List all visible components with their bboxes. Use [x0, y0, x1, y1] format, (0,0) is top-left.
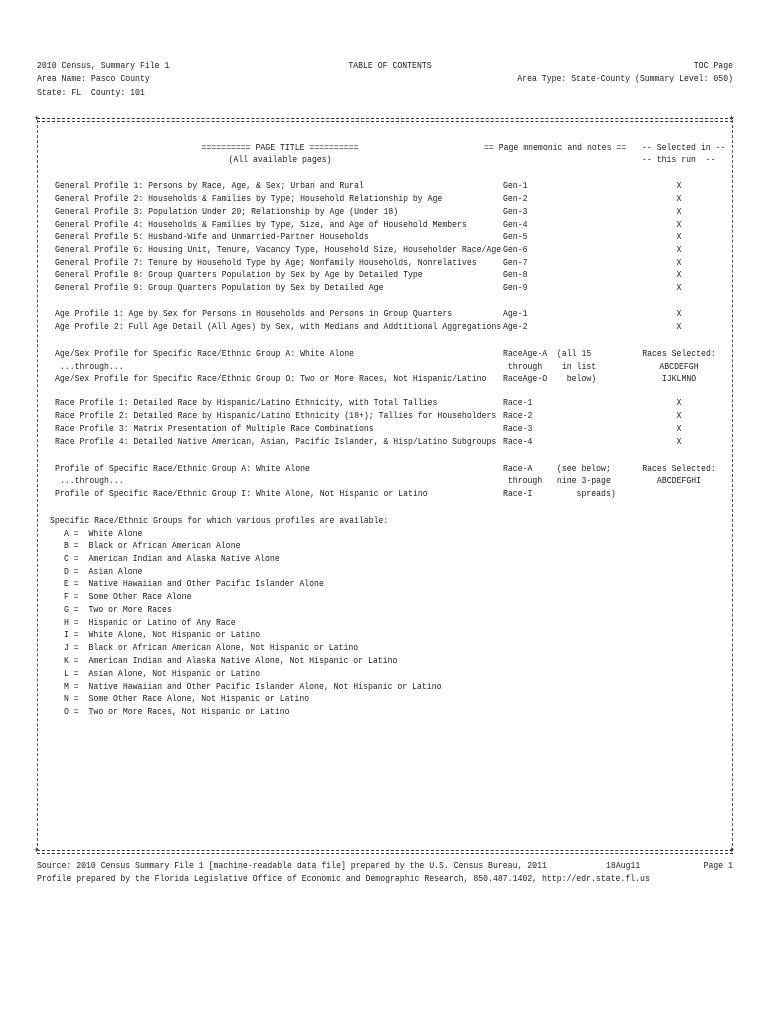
- row-selected: X: [676, 244, 682, 255]
- group-legend-item: D = Asian Alone: [64, 566, 143, 577]
- row-mnemonic: Gen-9: [503, 282, 528, 293]
- row-title: Profile of Specific Race/Ethnic Group A: White Alone: [55, 463, 310, 474]
- group-legend-item: B = Black or African American Alone: [64, 540, 241, 551]
- group-legend-item: O = Two or More Races, Not Hispanic or Latino: [64, 706, 290, 717]
- row-mnemonic: Gen-5: [503, 231, 528, 242]
- column-header-mnemonic: == Page mnemonic and notes ==: [484, 142, 627, 153]
- corner-plus-icon: +: [34, 846, 40, 856]
- row-mnemonic: Gen-2: [503, 193, 528, 204]
- row-title: Profile of Specific Race/Ethnic Group I: White Alone, Not Hispanic or Latino: [55, 488, 428, 499]
- row-title: Race Profile 2: Detailed Race by Hispanic/Latino Ethnicity (18+); Tallies for Householders: [55, 410, 497, 421]
- row-mnemonic: Race-3: [503, 423, 533, 434]
- group-legend-item: C = American Indian and Alaska Native Alone: [64, 553, 280, 564]
- row-mnemonic: through in list: [503, 361, 597, 372]
- row-title: Age/Sex Profile for Specific Race/Ethnic Group O: Two or More Races, Not Hispanic/Latino: [55, 373, 487, 384]
- row-mnemonic: Gen-8: [503, 269, 528, 280]
- row-title: General Profile 7: Tenure by Household Type by Age; Nonfamily Households, Nonrelatives: [55, 257, 477, 268]
- group-legend-item: E = Native Hawaiian and Other Pacific Islander Alone: [64, 578, 324, 589]
- row-selected: X: [676, 269, 682, 280]
- row-mnemonic: Race-A (see below;: [503, 463, 611, 474]
- bottom-rule-divider: [37, 850, 733, 854]
- column-header-this-run: -- this run --: [642, 154, 716, 165]
- row-selected: X: [676, 282, 682, 293]
- group-legend-item: L = Asian Alone, Not Hispanic or Latino: [64, 668, 261, 679]
- row-selected: X: [676, 410, 682, 421]
- header-state-county: State: FL County: 101: [37, 87, 145, 98]
- group-legend-item: N = Some Other Race Alone, Not Hispanic or Latino: [64, 693, 310, 704]
- right-frame-border: [732, 120, 733, 851]
- row-mnemonic: through nine 3-page: [503, 475, 611, 486]
- row-mnemonic: RaceAge-O below): [503, 373, 597, 384]
- row-title: General Profile 8: Group Quarters Population by Sex by Age by Detailed Type: [55, 269, 423, 280]
- row-mnemonic: Gen-1: [503, 180, 528, 191]
- group-legend-item: I = White Alone, Not Hispanic or Latino: [64, 629, 261, 640]
- row-selected: ABCDEFGHI: [656, 475, 702, 486]
- row-mnemonic: Race-I spreads): [503, 488, 616, 499]
- group-legend-item: J = Black or African American Alone, Not Hispanic or Latino: [64, 642, 359, 653]
- row-selected: X: [676, 423, 682, 434]
- row-mnemonic: Gen-4: [503, 219, 528, 230]
- row-title: General Profile 2: Households & Families by Type; Household Relationship by Age: [55, 193, 443, 204]
- row-title: Age Profile 1: Age by Sex for Persons in Households and Persons in Group Quarters: [55, 308, 453, 319]
- row-title: General Profile 4: Households & Families by Type, Size, and Age of Household Members: [55, 219, 467, 230]
- footer-source: Source: 2010 Census Summary File 1 [machine-readable data file] prepared by the U.S. Census Bureau, 2011: [37, 860, 547, 871]
- row-mnemonic: Race-4: [503, 436, 533, 447]
- row-selected: X: [676, 308, 682, 319]
- row-title: Age Profile 2: Full Age Detail (All Ages) by Sex, with Medians and Addtitional Aggregations: [55, 321, 502, 332]
- top-rule-divider: [37, 118, 733, 122]
- row-selected: X: [676, 193, 682, 204]
- row-mnemonic: Age-1: [503, 308, 528, 319]
- column-header-selected: -- Selected in --: [642, 142, 726, 153]
- header-census-line: 2010 Census, Summary File 1: [37, 60, 170, 71]
- row-title: Race Profile 4: Detailed Native American, Asian, Pacific Islander, & Hisp/Latino Subgroups: [55, 436, 497, 447]
- row-mnemonic: Gen-6: [503, 244, 528, 255]
- groups-heading: Specific Race/Ethnic Groups for which various profiles are available:: [50, 515, 389, 526]
- row-mnemonic: RaceAge-A (all 15: [503, 348, 592, 359]
- header-area-name: Area Name: Pasco County: [37, 73, 150, 84]
- group-legend-item: M = Native Hawaiian and Other Pacific Islander Alone, Not Hispanic or Latino: [64, 681, 442, 692]
- row-selected: X: [676, 321, 682, 332]
- row-mnemonic: Race-1: [503, 397, 533, 408]
- corner-plus-icon: +: [729, 846, 735, 856]
- row-selected: Races Selected:: [642, 348, 716, 359]
- group-legend-item: H = Hispanic or Latino of Any Race: [64, 617, 236, 628]
- row-selected: IJKLMNO: [661, 373, 697, 384]
- footer-date: 18Aug11: [606, 860, 641, 871]
- corner-plus-icon: +: [34, 114, 40, 124]
- footer-prepared-by: Profile prepared by the Florida Legislative Office of Economic and Demographic Research, 850.487.1402, http://edr.state.fl.us: [37, 873, 650, 884]
- group-legend-item: A = White Alone: [64, 528, 143, 539]
- footer-page-number: Page 1: [703, 860, 733, 871]
- row-selected: X: [676, 436, 682, 447]
- row-selected: X: [676, 397, 682, 408]
- header-toc-page: TOC Page: [693, 60, 733, 71]
- row-selected: X: [676, 206, 682, 217]
- row-title: General Profile 6: Housing Unit, Tenure, Vacancy Type, Household Size, Householder Race/Age: [55, 244, 502, 255]
- row-selected: X: [676, 231, 682, 242]
- row-selected: ABCDEFGH: [659, 361, 699, 372]
- corner-plus-icon: +: [729, 114, 735, 124]
- row-mnemonic: Age-2: [503, 321, 528, 332]
- group-legend-item: G = Two or More Races: [64, 604, 172, 615]
- row-mnemonic: Gen-3: [503, 206, 528, 217]
- row-title: General Profile 9: Group Quarters Population by Sex by Detailed Age: [55, 282, 384, 293]
- row-title: Race Profile 1: Detailed Race by Hispanic/Latino Ethnicity, with Total Tallies: [55, 397, 438, 408]
- row-mnemonic: Gen-7: [503, 257, 528, 268]
- left-frame-border: [37, 120, 38, 851]
- row-mnemonic: Race-2: [503, 410, 533, 421]
- row-selected: Races Selected:: [642, 463, 716, 474]
- column-header-page-title: ========== PAGE TITLE ==========: [201, 142, 359, 153]
- row-title: ...through...: [55, 361, 124, 372]
- group-legend-item: F = Some Other Race Alone: [64, 591, 192, 602]
- row-selected: X: [676, 180, 682, 191]
- row-title: ...through...: [55, 475, 124, 486]
- row-title: General Profile 1: Persons by Race, Age, & Sex; Urban and Rural: [55, 180, 364, 191]
- row-title: General Profile 3: Population Under 20; Relationship by Age (Under 18): [55, 206, 399, 217]
- row-title: Age/Sex Profile for Specific Race/Ethnic Group A: White Alone: [55, 348, 355, 359]
- row-selected: X: [676, 257, 682, 268]
- header-table-of-contents: TABLE OF CONTENTS: [348, 60, 432, 71]
- row-title: General Profile 5: Husband-Wife and Unmarried-Partner Households: [55, 231, 369, 242]
- row-title: Race Profile 3: Matrix Presentation of Multiple Race Combinations: [55, 423, 374, 434]
- header-area-type: Area Type: State-County (Summary Level: 050): [517, 73, 733, 84]
- group-legend-item: K = American Indian and Alaska Native Alone, Not Hispanic or Latino: [64, 655, 398, 666]
- row-selected: X: [676, 219, 682, 230]
- column-header-all-pages: (All available pages): [228, 154, 332, 165]
